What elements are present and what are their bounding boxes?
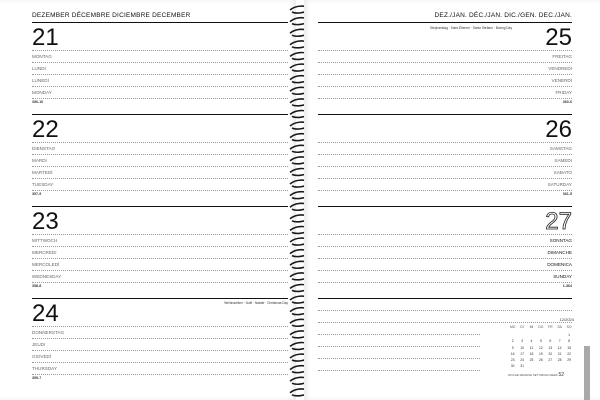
writing-line — [32, 178, 288, 179]
writing-line — [32, 326, 288, 327]
weekday-de: MONTAG — [32, 54, 52, 59]
weekday-en: FRIDAY — [555, 90, 572, 95]
day-block-22 — [32, 116, 288, 208]
writing-line — [32, 282, 288, 283]
day-divider — [32, 114, 288, 115]
writing-line — [32, 258, 288, 259]
weekday-fr: DIMANCHE — [547, 250, 572, 255]
calendar-day: 5 — [539, 339, 542, 344]
weekday-en: SUNDAY — [553, 274, 572, 279]
writing-line — [318, 234, 572, 235]
writing-line — [318, 346, 480, 347]
weekday-en: MONDAY — [32, 90, 52, 95]
week-number: 52 — [558, 372, 565, 378]
day-number: 26 — [545, 116, 572, 143]
weekday-de: DONNERSTAG — [32, 330, 65, 335]
writing-line — [318, 282, 572, 283]
holiday-label: Weihnachten · Noël · Natale · Christmas Day — [224, 301, 288, 305]
day-count: 358-8 — [32, 284, 42, 288]
writing-line — [318, 334, 480, 335]
writing-line — [32, 74, 288, 75]
weekday-en: WEDNESDAY — [32, 274, 62, 279]
day-block-27 — [318, 208, 572, 300]
calendar-day: 1 — [568, 333, 571, 338]
writing-line — [318, 86, 572, 87]
calendar-day: 7 — [558, 339, 561, 344]
day-divider — [318, 206, 572, 207]
weekday-fr: VENDREDI — [548, 66, 572, 71]
writing-line — [32, 154, 288, 155]
writing-line — [318, 178, 572, 179]
day-number: 27 — [545, 208, 572, 235]
calendar-day: 4 — [530, 339, 533, 344]
calendar-day: 14 — [557, 345, 562, 350]
writing-line — [318, 154, 572, 155]
left-page-header: DEZEMBER DÉCEMBRE DICIEMBRE DECEMBER — [32, 12, 191, 19]
day-number: 23 — [32, 208, 59, 235]
day-block-21 — [32, 24, 288, 116]
weekday-fr: JEUDI — [32, 342, 46, 347]
calendar-day: 12 — [538, 345, 543, 350]
calendar-day: 10 — [520, 345, 524, 350]
mini-calendar-title: 12/2024 — [559, 317, 574, 322]
weekday-header: SA — [557, 325, 562, 329]
weekday-it: SABATO — [553, 170, 572, 175]
day-block-23 — [32, 208, 288, 300]
writing-line — [318, 190, 572, 191]
calendar-day: 30 — [510, 364, 515, 369]
writing-line — [32, 362, 288, 363]
weekday-header: MI — [529, 325, 534, 329]
calendar-day: 20 — [548, 351, 553, 356]
day-count: 356-10 — [32, 100, 44, 104]
day-count: 361-5 — [562, 192, 572, 196]
day-count: 359-7 — [32, 376, 42, 380]
weekday-it: MERCOLEDÌ — [32, 262, 60, 267]
day-number: 22 — [32, 116, 59, 143]
writing-line — [32, 374, 288, 375]
day-divider — [318, 298, 572, 299]
calendar-day: 6 — [549, 339, 552, 344]
weekday-de: FREITAG — [552, 54, 572, 59]
writing-line — [318, 62, 572, 63]
weekday-header: FR — [548, 325, 553, 329]
weekday-header: DO — [538, 325, 544, 329]
calendar-day: 25 — [529, 358, 534, 362]
day-number: 21 — [32, 24, 59, 51]
weekday-de: MITTWOCH — [32, 238, 58, 243]
writing-line — [32, 166, 288, 167]
day-block-25 — [318, 24, 572, 116]
right-page-header: DEZ./JAN. DÉC./JAN. DIC./GEN. DEC./JAN. — [434, 12, 572, 19]
weekday-fr: LUNDI — [32, 66, 46, 71]
page-tab-marker — [584, 346, 590, 400]
day-block-26 — [318, 116, 572, 208]
writing-line — [318, 270, 572, 271]
calendar-day: 18 — [529, 351, 534, 356]
weekday-de: DIENSTAG — [32, 146, 56, 151]
day-divider — [32, 298, 288, 299]
weekday-header: MO — [509, 325, 516, 329]
writing-line — [318, 258, 572, 259]
writing-line — [32, 350, 288, 351]
holiday-label: Stephanstag · Saint-Étienne · Santo Stefano · Boxing Day — [430, 26, 513, 30]
left-page — [0, 0, 296, 400]
weekday-it: MARTEDÌ — [32, 170, 53, 175]
writing-line — [32, 98, 288, 99]
writing-line — [32, 234, 288, 235]
calendar-day: 13 — [548, 345, 553, 350]
writing-line — [32, 62, 288, 63]
writing-line — [32, 86, 288, 87]
day-count: 357-9 — [32, 192, 42, 196]
calendar-day: 22 — [567, 351, 571, 356]
header-rule — [32, 22, 288, 23]
writing-line — [318, 74, 572, 75]
calendar-day: 26 — [538, 358, 543, 362]
writing-line — [318, 322, 572, 323]
calendar-day: 16 — [510, 351, 515, 356]
weekday-fr: MERCREDI — [32, 250, 57, 255]
weekday-de: SAMSTAG — [549, 146, 572, 151]
weekday-de: SONNTAG — [549, 238, 572, 243]
day-divider — [32, 206, 288, 207]
weekday-it: VENERDÌ — [551, 78, 572, 83]
day-count: 1-364 — [562, 284, 572, 288]
calendar-day: 23 — [510, 358, 515, 362]
week-label-text: WOCHE SEMAINE SETTIMANA WEEK — [508, 373, 558, 377]
weekday-en: SATURDAY — [547, 182, 572, 187]
writing-line — [318, 370, 480, 371]
calendar-day: 29 — [567, 358, 571, 362]
header-rule — [318, 22, 572, 23]
calendar-day: 2 — [511, 339, 514, 344]
calendar-day: 15 — [567, 345, 571, 350]
writing-line — [32, 50, 288, 51]
day-divider — [318, 114, 572, 115]
weekday-it: DOMENICA — [547, 262, 572, 267]
day-count: 360-6 — [562, 100, 572, 104]
writing-line — [318, 142, 572, 143]
week-label — [508, 372, 564, 378]
day-number: 24 — [32, 300, 59, 327]
calendar-day: 9 — [511, 345, 514, 350]
writing-line — [318, 310, 572, 311]
weekday-header: DI — [520, 325, 524, 329]
day-number: 25 — [545, 24, 572, 51]
calendar-day: 24 — [520, 358, 524, 362]
weekday-header: SO — [566, 325, 572, 329]
calendar-day: 8 — [568, 339, 571, 344]
weekday-it: GIOVEDÌ — [32, 354, 52, 359]
writing-line — [318, 246, 572, 247]
calendar-day: 11 — [529, 345, 534, 350]
day-block-24 — [32, 300, 288, 392]
calendar-day: 28 — [557, 358, 562, 362]
weekday-en: TUESDAY — [32, 182, 54, 187]
calendar-day: 21 — [557, 351, 562, 356]
writing-line — [32, 338, 288, 339]
weekday-it: LUNEDÌ — [32, 78, 49, 83]
writing-line — [318, 358, 480, 359]
weekday-fr: MARDI — [32, 158, 47, 163]
weekday-fr: SAMEDI — [554, 158, 572, 163]
weekday-en: THURSDAY — [32, 366, 57, 371]
writing-line — [318, 50, 572, 51]
calendar-day: 27 — [548, 358, 553, 362]
writing-line — [318, 98, 572, 99]
calendar-day: 17 — [520, 351, 524, 356]
writing-line — [318, 166, 572, 167]
calendar-day: 19 — [538, 351, 543, 356]
calendar-day: 3 — [521, 339, 524, 344]
calendar-day: 31 — [520, 364, 524, 369]
writing-line — [32, 190, 288, 191]
writing-line — [32, 246, 288, 247]
writing-line — [32, 142, 288, 143]
writing-line — [32, 270, 288, 271]
